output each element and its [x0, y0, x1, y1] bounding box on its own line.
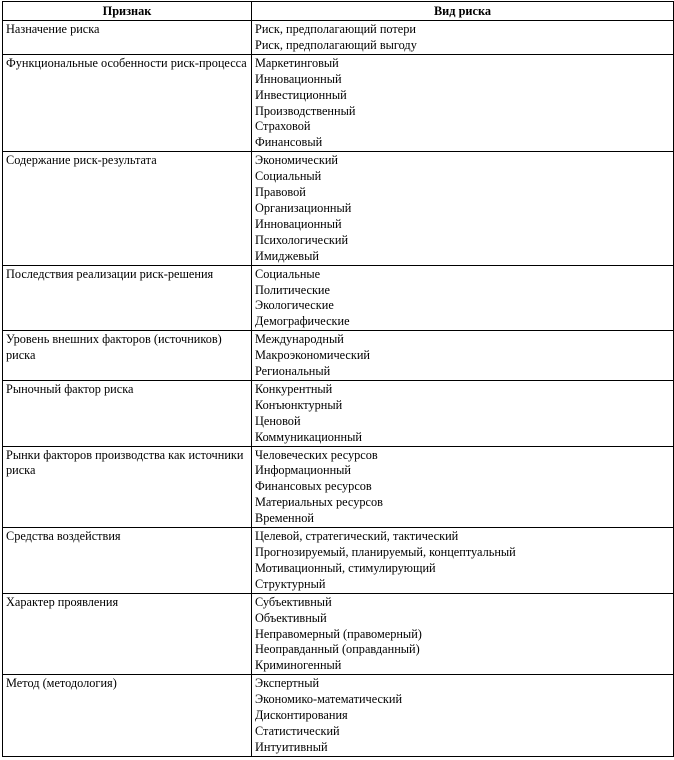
risk-type-item: Конкурентный: [255, 381, 333, 396]
risk-type-item: Инновационный: [255, 216, 342, 231]
risk-type-item: Финансовых ресурсов: [255, 479, 372, 494]
risk-type-item: Инновационный: [255, 71, 342, 86]
header-row: [3, 2, 674, 21]
table-row: [3, 54, 674, 151]
table-row: [3, 675, 674, 757]
criterion-cell: [3, 265, 252, 331]
risk-type-item: Риск, предполагающий потери: [255, 22, 416, 36]
risk-type-item: Политические: [255, 282, 330, 297]
risk-type-item: Целевой, стратегический, тактический: [255, 529, 459, 544]
risk-type-item: Прогнозируемый, планируемый, концептуальный: [255, 545, 516, 559]
risk-type-item: Маркетинговый: [255, 55, 339, 70]
risk-type-item: Макроэкономический: [255, 348, 370, 363]
risk-type-item: Демографические: [255, 314, 350, 329]
risk-type-item: Социальный: [255, 169, 322, 184]
risk-type-item: Экологические: [255, 298, 334, 313]
criterion-text: Средства воздействия: [6, 529, 121, 544]
risk-types-cell: [252, 21, 674, 55]
risk-types-cell: [252, 380, 674, 446]
criterion-text: Метод (методология): [6, 676, 117, 691]
table-body: [3, 21, 674, 757]
risk-type-item: Криминогенный: [255, 658, 342, 673]
criterion-cell: [3, 380, 252, 446]
criterion-cell: [3, 446, 252, 528]
risk-type-item: Международный: [255, 332, 344, 347]
risk-type-item: Правовой: [255, 185, 306, 200]
risk-type-item: Человеческих ресурсов: [255, 447, 378, 462]
criterion-text: Характер проявления: [6, 594, 119, 609]
risk-type-item: Интуитивный: [255, 739, 328, 754]
table-row: [3, 21, 674, 55]
table-row: [3, 380, 674, 446]
risk-type-item: Субъективный: [255, 594, 332, 609]
risk-types-cell: [252, 675, 674, 757]
risk-types-cell: [252, 152, 674, 265]
criterion-text: Содержание риск-результата: [6, 153, 157, 168]
risk-type-item: Региональный: [255, 364, 331, 379]
table-row: [3, 265, 674, 331]
risk-type-item: Информационный: [255, 463, 352, 478]
risk-type-item: Риск, предполагающий выгоду: [255, 37, 417, 52]
risk-types-cell: [252, 265, 674, 331]
risk-type-item: Объективный: [255, 610, 327, 625]
criterion-cell: [3, 54, 252, 151]
criterion-text: Рынки факторов производства как источники риска: [6, 447, 244, 478]
risk-type-item: Неоправданный (оправданный): [255, 642, 420, 657]
risk-type-item: Социальные: [255, 266, 321, 281]
criterion-text: Последствия реализации риск-решения: [6, 266, 214, 281]
table-row: [3, 446, 674, 528]
table-row: [3, 331, 674, 381]
table-row: [3, 593, 674, 675]
risk-type-item: Ценовой: [255, 413, 301, 428]
risk-type-item: Страховой: [255, 119, 311, 134]
criterion-text: Уровень внешних факторов (источников) риска: [6, 332, 222, 363]
risk-type-item: Экономический: [255, 153, 339, 168]
risk-type-item: Мотивационный, стимулирующий: [255, 560, 436, 575]
risk-types-cell: [252, 446, 674, 528]
criterion-cell: [3, 331, 252, 381]
header-risk-type: Вид риска: [252, 2, 674, 21]
risk-type-item: Неправомерный (правомерный): [255, 626, 422, 641]
risk-type-item: Финансовый: [255, 135, 323, 150]
criterion-cell: [3, 21, 252, 55]
risk-type-item: Производственный: [255, 103, 356, 118]
risk-types-cell: [252, 54, 674, 151]
table-row: [3, 152, 674, 265]
criterion-cell: [3, 152, 252, 265]
risk-type-item: Конъюнктурный: [255, 397, 343, 412]
risk-type-item: Коммуникационный: [255, 429, 362, 444]
risk-types-cell: [252, 593, 674, 675]
risk-type-item: Материальных ресурсов: [255, 495, 383, 510]
criterion-text: Функциональные особенности риск-процесса: [6, 55, 247, 70]
risk-type-item: Временной: [255, 511, 314, 526]
risk-types-cell: [252, 528, 674, 594]
risk-type-item: Экспертный: [255, 676, 320, 691]
risk-type-item: Психологический: [255, 232, 349, 247]
header-criterion: Признак: [3, 2, 252, 21]
risk-type-item: Экономико-математический: [255, 692, 403, 707]
criterion-text: Назначение риска: [6, 22, 100, 36]
risk-type-item: Инвестиционный: [255, 87, 347, 102]
risk-type-item: Дисконтирования: [255, 708, 348, 723]
table-row: [3, 528, 674, 594]
risk-type-item: Организационный: [255, 200, 352, 215]
risk-type-item: Структурный: [255, 576, 326, 591]
risk-types-cell: [252, 331, 674, 381]
criterion-cell: [3, 675, 252, 757]
risk-classification-table: [2, 1, 674, 757]
criterion-text: Рыночный фактор риска: [6, 381, 134, 396]
risk-type-item: Имиджевый: [255, 248, 319, 263]
criterion-cell: [3, 593, 252, 675]
criterion-cell: [3, 528, 252, 594]
risk-type-item: Статистический: [255, 723, 340, 738]
